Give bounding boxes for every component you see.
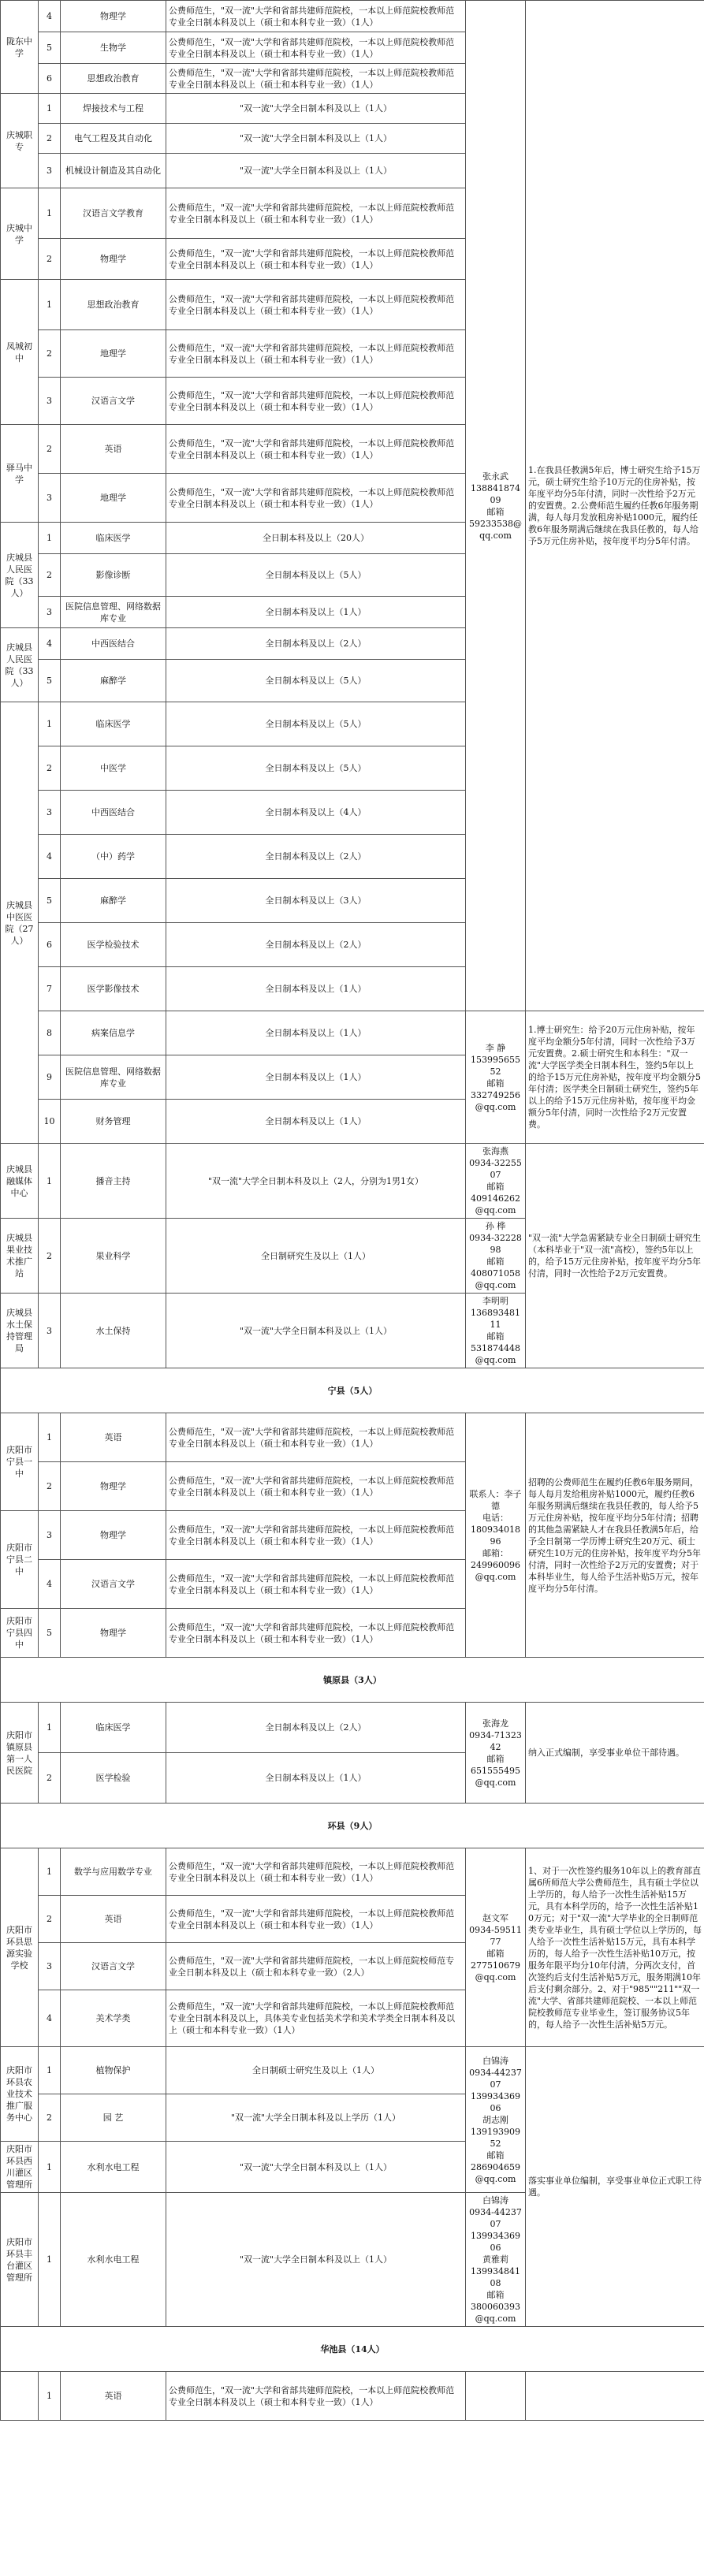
table-row: 庆城县中医医院（27人） 1 临床医学 全日制本科及以上（5人） [1,702,704,746]
table-row: 6 医学检验技术 全日制本科及以上（2人） [1,923,704,967]
table-row: 庆城县人民医院（33人） 4 中西医结合 全日制本科及以上（2人） [1,628,704,660]
requirement: 公费师范生，"双一流"大学和省部共建师范院校，一本以上师范院校教师范专业全日制本科及以上（硕士和本科专业一致）（1人） [166,1,466,32]
table-row: 1 英语 公费师范生，"双一流"大学和省部共建师范院校，一本以上师范院校教师范专业全日制本科及以上（硕士和本科专业一致）（1人） [1,2372,704,2421]
table-row: 2 英语 公费师范生，"双一流"大学和省部共建师范院校，一本以上师范院校教师范专业全日制本科及以上（硕士和本科专业一致）（1人） [1,1896,704,1943]
post-name: 思想政治教育 [61,64,166,94]
post-name: 物理学 [61,1,166,32]
county-header-row [1,1804,704,1848]
table-row: 3 汉语言文学 公费师范生，"双一流"大学和省部共建师范院校，一本以上师范院校师范专业全日制本科及以上（硕士和本科专业一致）（2人） [1,1943,704,1990]
table-row: 庆城职专 1 焊接技术与工程 "双一流"大学全日制本科及以上（1人） [1,94,704,124]
table-row: 8 病案信息学 全日制本科及以上（1人） 李 静 15399565552 邮箱 332749256@qq.com 1.博士研究生：给予20万元住房补贴，按年度平均金额分5年付清，同时一次性给予3万元安置费。2.硕士研究生和本科生："双一流"大学医学类全日制本科生，签约5年以上的给予15万元住房补贴，按年度平均金额分5年付清；医学类全日制硕士研究生，签约5年以上的给予15万元住房补贴，按年度平均金额分5年付清，同时一次性给予2万元安置费。 [1,1011,704,1055]
county-header-row [1,2327,704,2372]
table-row: 3 医院信息管理、网络数据库专业 全日制本科及以上（1人） [1,597,704,628]
table-row: 2 物理学 公费师范生，"双一流"大学和省部共建师范院校，一本以上师范院校教师范专业全日制本科及以上（硕士和本科专业一致）（1人） [1,1462,704,1511]
table-row: 庆阳市环县丰台灌区管理所 1 水利水电工程 "双一流"大学全日制本科及以上（1人） 白锦涛 0934-4423707 13993436906 黄雅莉 13993484108 邮箱 380060393@qq.com [1,2193,704,2327]
table-row: 凤城初中 1 思想政治教育 公费师范生，"双一流"大学和省部共建师范院校，一本以上师范院校教师范专业全日制本科及以上（硕士和本科专业一致）（1人） [1,280,704,330]
county-title: 宁县（5人） [1,1368,704,1413]
table-row: 3 机械设计制造及其自动化 "双一流"大学全日制本科及以上（1人） [1,154,704,188]
table-row: 庆阳市宁县二中 3 物理学 公费师范生，"双一流"大学和省部共建师范院校，一本以上师范院校教师范专业全日制本科及以上（硕士和本科专业一致）（1人） [1,1511,704,1560]
row-number: 6 [39,64,61,94]
table-row: 5 麻醉学 全日制本科及以上（3人） [1,879,704,923]
row-number: 4 [39,1,61,32]
requirement: 公费师范生，"双一流"大学和省部共建师范院校，一本以上师范院校教师范专业全日制本科及以上（硕士和本科专业一致）（1人） [166,32,466,64]
unit-cell: 陇东中学 [1,1,39,94]
table-row: 3 汉语言文学 公费师范生，"双一流"大学和省部共建师范院校，一本以上师范院校教师范专业全日制本科及以上（硕士和本科专业一致）（1人） [1,378,704,425]
requirement: 公费师范生，"双一流"大学和省部共建师范院校，一本以上师范院校教师范专业全日制本科及以上（硕士和本科专业一致）（1人） [166,64,466,94]
table-row: 4 美术学类 公费师范生，"双一流"大学和省部共建师范院校，一本以上师范院校教师范专业全日制本科及以上，具体美专业包括美术学和美术学类全日制本科及以上（硕士和本科专业一致）（1人） [1,1990,704,2047]
table-row: 庆阳市环县思源实验学校 1 数学与应用数学专业 公费师范生，"双一流"大学和省部共建师范院校，一本以上师范院校教师范专业全日制本科及以上（硕士和本科专业一致）（1人） 赵文军 0934-5951177 邮箱 277510679@qq.com 1、对于一次性签约服务10年以上的教育部直属6所师范大学公费师范生，具有硕士学位以上学历的，每人给予一次性生活补贴15万元，具有本科学历的，给予一次性生活补贴10万元；对于"双一流"大学毕业的全日制师范类专业毕业生，具有硕士学位以上学历的，每人给予一次性生活补贴15万元，具有本科学历的，每人给予一次性生活补贴10万元，按服务年限平均分10年付清，分两次支付，首次签约后支付生活补贴5万元，服务期满10年后支付剩余部分。2、对于"985""211""双一流"大学、省部共建师范院校、一本以上师范院校教师范专业毕业生，签订服务协议5年的，每人给予一次性生活补贴5万元。 [1,1848,704,1896]
unit-cell: 庆城职专 [1,94,39,188]
table-row: 5 麻醉学 全日制本科及以上（5人） [1,660,704,702]
table-row: 庆阳市环县西川灌区管理所 1 水利水电工程 "双一流"大学全日制本科及以上（1人） [1,2142,704,2193]
table-row: 庆阳市环县农业技术推广服务中心 1 植物保护 全日制硕士研究生及以上（1人） 白锦涛 0934-4423707 13993436906 胡志刚 13919390952 邮箱 286904659@qq.com 落实事业单位编制，享受事业单位正式职工待遇。 [1,2047,704,2094]
table-row: 庆城县果业技术推广站 2 果业科学 全日制研究生及以上（1人） 孙 桦 0934-3222898 邮箱 408071058@qq.com [1,1219,704,1294]
table-row: 10 财务管理 全日制本科及以上（1人） [1,1100,704,1144]
table-row: 庆城县水土保持管理局 3 水土保持 "双一流"大学全日制本科及以上（1人） 李明明 13689348111 邮箱 531874448@qq.com [1,1294,704,1368]
table-row: 2 医学检验 全日制本科及以上（1人） [1,1753,704,1804]
table-row: 2 电气工程及其自动化 "双一流"大学全日制本科及以上（1人） [1,124,704,154]
table-row: 4 汉语言文学 公费师范生，"双一流"大学和省部共建师范院校，一本以上师范院校教师范专业全日制本科及以上（硕士和本科专业一致）（1人） [1,1560,704,1609]
table-row: 3 地理学 公费师范生，"双一流"大学和省部共建师范院校，一本以上师范院校教师范专业全日制本科及以上（硕士和本科专业一致）（1人） [1,474,704,523]
post-name: 生物学 [61,32,166,64]
contact-cell: 张永武 13884187409 邮箱 59233538@qq.com [466,1,526,1011]
table-row [1,1,704,32]
table-row: 2 中医学 全日制本科及以上（5人） [1,746,704,791]
table-row: 庆城中学 1 汉语言文学教育 公费师范生，"双一流"大学和省部共建师范院校，一本以上师范院校教师范专业全日制本科及以上（硕士和本科专业一致）（1人） [1,188,704,239]
table-row: 庆阳市镇原县第一人民医院 1 临床医学 全日制本科及以上（2人） 张海龙 0934-7132342 邮箱 651555495@qq.com 纳入正式编制，享受事业单位干部待遇。 [1,1703,704,1753]
table-row: 驿马中学 2 英语 公费师范生，"双一流"大学和省部共建师范院校，一本以上师范院校教师范专业全日制本科及以上（硕士和本科专业一致）（1人） [1,425,704,474]
table-row: 2 地理学 公费师范生，"双一流"大学和省部共建师范院校，一本以上师范院校教师范专业全日制本科及以上（硕士和本科专业一致）（1人） [1,330,704,378]
table-row: 庆阳市宁县一中 1 英语 公费师范生，"双一流"大学和省部共建师范院校，一本以上师范院校教师范专业全日制本科及以上（硕士和本科专业一致）（1人） 联系人：李子德 电话： 18093401896 邮箱： 249960096@qq.com 招聘的公费师范生在履约任教6年服务期间，每人每月发给租房补贴1000元，履约任教6年服务期满后继续在我县任教的，每人给予5万元住房补贴，按年度平均分5年付清；招聘的其他急需紧缺人才在我县任教满5年后，给予全日制第一学历博士研究生20万元、硕士研究生10万元的住房补贴，按年度平均分5年付清，同时一次性给予2万元的安置费；对于本科毕业生，每人给予生活补贴5万元，按年度平均分5年付清。 [1,1413,704,1462]
table-row: 庆阳市宁县四中 5 物理学 公费师范生，"双一流"大学和省部共建师范院校，一本以上师范院校教师范专业全日制本科及以上（硕士和本科专业一致）（1人） [1,1609,704,1658]
table-row: 2 影像诊断 全日制本科及以上（5人） [1,554,704,597]
table-row: 庆城县融媒体中心 1 播音主持 "双一流"大学全日制本科及以上（2人，分别为1男1女） 张海燕 0934-3225507 邮箱 409146262@qq.com "双一流"大学急需紧缺专业全日制硕士研究生（本科毕业于"双一流"高校），签约5年以上的，给予15万元住房补贴，按年度平均分5年付清，同时一次性给予2万元安置费。 [1,1144,704,1219]
county-title: 环县（9人） [1,1804,704,1848]
table-row: 4 （中）药学 全日制本科及以上（2人） [1,835,704,879]
county-title: 镇原县（3人） [1,1658,704,1703]
table-row: 9 医院信息管理、网络数据库专业 全日制本科及以上（1人） [1,1055,704,1100]
table-row: 7 医学影像技术 全日制本科及以上（1人） [1,967,704,1011]
table-row: 2 物理学 公费师范生，"双一流"大学和省部共建师范院校，一本以上师范院校教师范专业全日制本科及以上（硕士和本科专业一致）（1人） [1,239,704,280]
county-header-row [1,1368,704,1413]
county-title: 华池县（14人） [1,2327,704,2372]
table-row: 3 中西医结合 全日制本科及以上（4人） [1,791,704,835]
county-header-row [1,1658,704,1703]
row-number: 5 [39,32,61,64]
treatment-cell: 1.在我县任教满5年后，博士研究生给予15万元，硕士研究生给予10万元的住房补贴，按年度平均分5年付清，同时一次性给予2万元的安置费。2.公费师范生履约任教6年服务期满，每人每月发放租房补贴1000元，履约任教6年服务期满后继续在我县任教的，每人给予5万元住房补贴，按年度平均分5年付清。 [526,1,704,1011]
table-row: 2 园 艺 "双一流"大学全日制本科及以上学历（1人） [1,2094,704,2142]
table-row: 庆城县人民医院（33人） 1 临床医学 全日制本科及以上（20人） [1,523,704,554]
